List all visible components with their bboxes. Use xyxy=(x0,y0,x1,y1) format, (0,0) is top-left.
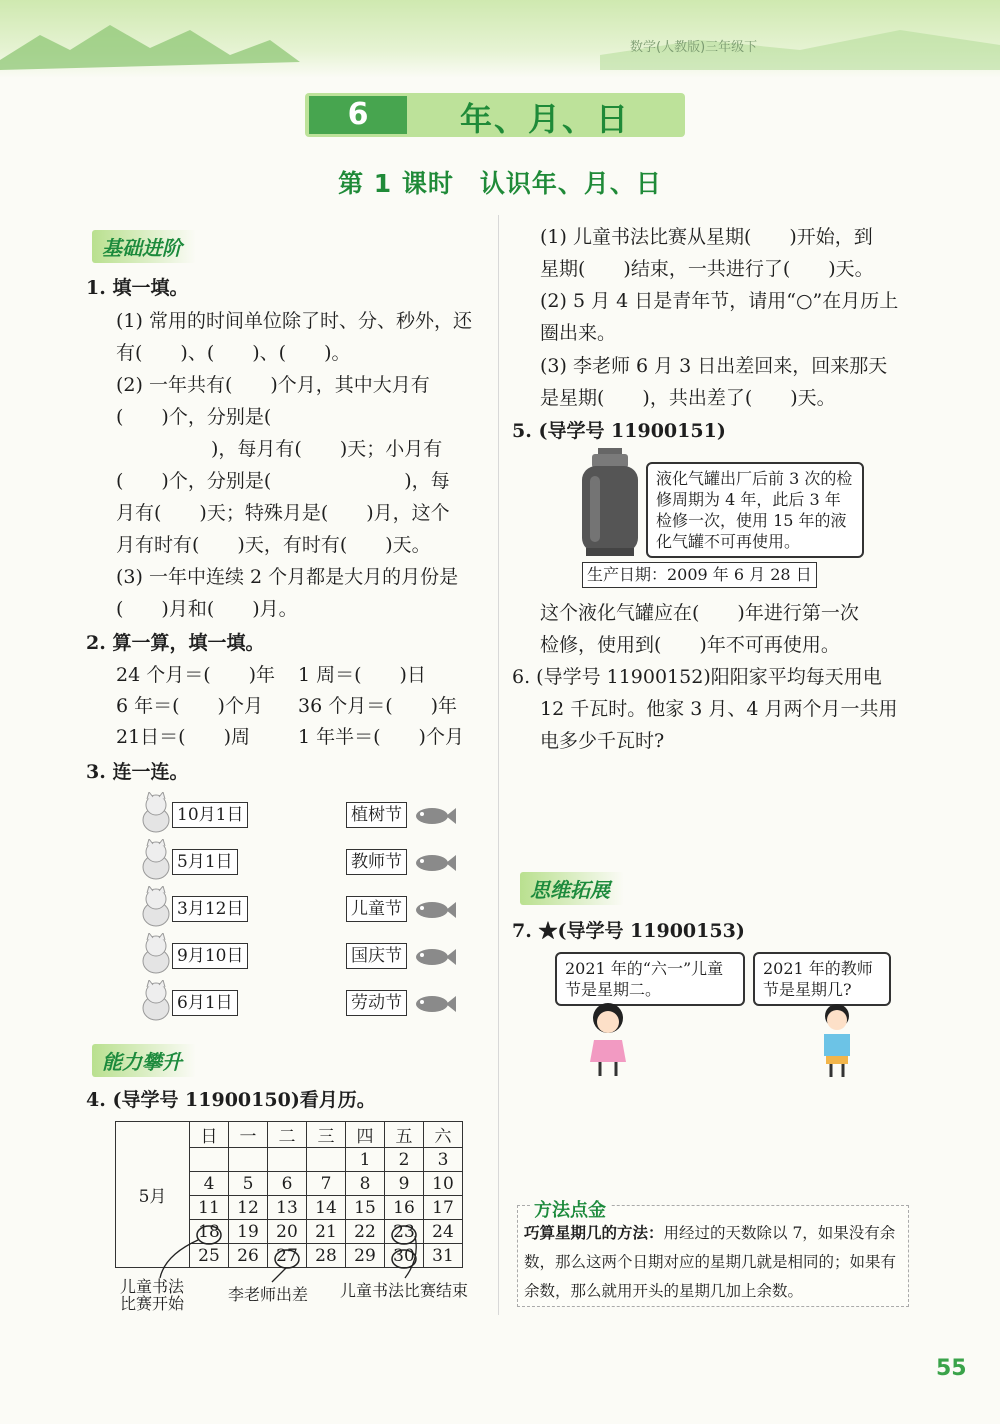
calendar-day xyxy=(190,1148,229,1172)
q3-holiday-box[interactable]: 教师节 xyxy=(346,849,407,875)
calendar-day: 15 xyxy=(346,1196,385,1220)
calendar-day: 11 xyxy=(190,1196,229,1220)
q1-line: (3) 一年中连续 2 个月都是大月的月份是 xyxy=(116,566,459,588)
gas-tank-icon xyxy=(580,448,640,558)
column-divider xyxy=(498,215,499,1315)
fish-icon xyxy=(412,804,456,828)
calendar-day: 26 xyxy=(229,1244,268,1268)
q1-line: 月有( )天；特殊月是( )月，这个 xyxy=(116,502,450,524)
boy-speech-bubble: 2021 年的教师节是星期几? xyxy=(753,952,891,1006)
calendar-day-circled: 23 xyxy=(385,1220,424,1244)
mountain-decoration xyxy=(0,0,1000,80)
calendar-day: 14 xyxy=(307,1196,346,1220)
q4-line: (3) 李老师 6 月 3 日出差回来，回来那天 xyxy=(540,355,888,377)
unit-title: 年、月、日 xyxy=(460,100,631,138)
q7-title: 7. ★(导学号 11900153) xyxy=(512,920,745,942)
q3-row xyxy=(138,839,174,885)
calendar-day xyxy=(307,1148,346,1172)
q2-cell: 24 个月＝( )年 xyxy=(116,664,276,686)
method-tip-label: 方法点金 xyxy=(530,1196,610,1222)
calendar-day: 28 xyxy=(307,1244,346,1268)
annotation-contest-end: 儿童书法比赛结束 xyxy=(340,1281,469,1300)
calendar-day xyxy=(268,1148,307,1172)
q6-line: 电多少千瓦时? xyxy=(540,730,665,752)
q6-line: 6. (导学号 11900152)阳阳家平均每天用电 xyxy=(512,666,882,688)
q4-title: 4. (导学号 11900150)看月历。 xyxy=(86,1089,376,1111)
q5-line: 这个液化气罐应在( )年进行第一次 xyxy=(540,602,859,624)
q1-line: 有( )、( )、( )。 xyxy=(116,342,351,364)
may-calendar xyxy=(115,1121,463,1268)
calendar-day: 3 xyxy=(424,1148,463,1172)
calendar-day: 2 xyxy=(385,1148,424,1172)
section-ability-label: 能力攀升 xyxy=(92,1044,196,1077)
fish-icon xyxy=(412,945,456,969)
calendar-day: 7 xyxy=(307,1172,346,1196)
cat-icon xyxy=(138,792,174,834)
calendar-day: 16 xyxy=(385,1196,424,1220)
fish-icon xyxy=(412,992,456,1016)
boy-figure-icon xyxy=(812,1000,862,1080)
cat-icon xyxy=(138,839,174,881)
q1-line: ( )月和( )月。 xyxy=(116,598,298,620)
calendar-day: 31 xyxy=(424,1244,463,1268)
q3-date-box[interactable]: 3月12日 xyxy=(172,896,248,922)
calendar-month-label: 5月 xyxy=(116,1122,190,1268)
cat-icon xyxy=(138,933,174,975)
q1-title: 1. 填一填。 xyxy=(86,277,189,299)
annotation-teacher-trip: 李老师出差 xyxy=(228,1285,309,1304)
q1-line: 月有时有( )天，有时有( )天。 xyxy=(116,534,431,556)
method-tip-body: 用经过的天数除以 7，如果没有余数，那么这两个日期对应的星期几就是相同的；如果有余数，那么就用开头的星期几加上余数。 xyxy=(524,1224,897,1300)
q2-cell: 36 个月＝( )年 xyxy=(298,695,458,717)
q2-cell: 1 年半＝( )个月 xyxy=(298,726,464,748)
calendar-day: 29 xyxy=(346,1244,385,1268)
calendar-day: 21 xyxy=(307,1220,346,1244)
fish-icon xyxy=(412,898,456,922)
q1-line: (1) 常用的时间单位除了时、分、秒外，还 xyxy=(116,310,472,332)
calendar-day: 6 xyxy=(268,1172,307,1196)
weekday-header: 一 xyxy=(229,1122,268,1148)
weekday-header: 日 xyxy=(190,1122,229,1148)
calendar-day-circled: 27 xyxy=(268,1244,307,1268)
q2-cell: 1 周＝( )日 xyxy=(298,664,426,686)
calendar-day: 5 xyxy=(229,1172,268,1196)
calendar-day-circled: 18 xyxy=(190,1220,229,1244)
q3-row xyxy=(138,792,174,838)
unit-number: 6 xyxy=(309,96,407,134)
cat-icon xyxy=(138,980,174,1022)
calendar-day: 20 xyxy=(268,1220,307,1244)
weekday-header: 六 xyxy=(424,1122,463,1148)
q3-row xyxy=(138,980,174,1026)
calendar-day: 12 xyxy=(229,1196,268,1220)
page-number: 55 xyxy=(936,1356,967,1381)
calendar-day[interactable]: 4 xyxy=(190,1172,229,1196)
calendar-day: 10 xyxy=(424,1172,463,1196)
q3-holiday-box[interactable]: 国庆节 xyxy=(346,943,407,969)
q2-cell: 6 年＝( )个月 xyxy=(116,695,263,717)
q3-holiday-box[interactable]: 植树节 xyxy=(346,802,407,828)
q6-line: 12 千瓦时。他家 3 月、4 月两个月一共用 xyxy=(540,698,898,720)
q3-holiday-box[interactable]: 劳动节 xyxy=(346,990,407,1016)
q3-date-box[interactable]: 10月1日 xyxy=(172,802,248,828)
q3-row xyxy=(138,886,174,932)
q2-title: 2. 算一算，填一填。 xyxy=(86,632,265,654)
calendar-day: 8 xyxy=(346,1172,385,1196)
q1-line: ( )个，分别是( )，每 xyxy=(116,470,450,492)
q5-line: 检修，使用到( )年不可再使用。 xyxy=(540,634,840,656)
weekday-header: 四 xyxy=(346,1122,385,1148)
q4-line: 星期( )结束，一共进行了( )天。 xyxy=(540,258,874,280)
calendar-day: 24 xyxy=(424,1220,463,1244)
weekday-header: 五 xyxy=(385,1122,424,1148)
q4-line: (2) 5 月 4 日是青年节，请用“○”在月历上 xyxy=(540,290,899,312)
q4-line: (1) 儿童书法比赛从星期( )开始，到 xyxy=(540,226,873,248)
q3-row xyxy=(138,933,174,979)
calendar-day: 25 xyxy=(190,1244,229,1268)
q3-title: 3. 连一连。 xyxy=(86,761,189,783)
calendar-day: 22 xyxy=(346,1220,385,1244)
weekday-header: 三 xyxy=(307,1122,346,1148)
calendar-day: 13 xyxy=(268,1196,307,1220)
girl-figure-icon xyxy=(578,1000,638,1080)
lesson-title: 第 1 课时 认识年、月、日 xyxy=(338,169,662,198)
calendar-day: 19 xyxy=(229,1220,268,1244)
header-text: 数学(人教版)三年级下 xyxy=(630,40,758,55)
q3-date-box[interactable]: 6月1日 xyxy=(172,990,238,1016)
cat-icon xyxy=(138,886,174,928)
fish-icon xyxy=(412,851,456,875)
section-basic-label: 基础进阶 xyxy=(92,230,196,263)
q1-line: (2) 一年共有( )个月，其中大月有 xyxy=(116,374,430,396)
section-thinking-label: 思维拓展 xyxy=(520,872,624,905)
q5-title: 5. (导学号 11900151) xyxy=(512,420,726,442)
weekday-header: 二 xyxy=(268,1122,307,1148)
method-tip-text xyxy=(524,1218,904,1306)
q4-line: 圈出来。 xyxy=(540,322,617,344)
q1-line: ( )个，分别是( xyxy=(116,406,272,428)
annotation-contest-start: 儿童书法 比赛开始 xyxy=(120,1277,185,1313)
q2-cell: 21日＝( )周 xyxy=(116,726,251,748)
q3-date-box[interactable]: 5月1日 xyxy=(172,849,238,875)
q3-date-box[interactable]: 9月10日 xyxy=(172,943,248,969)
calendar-day xyxy=(229,1148,268,1172)
q3-holiday-box[interactable]: 儿童节 xyxy=(346,896,407,922)
method-tip-heading: 巧算星期几的方法： xyxy=(524,1223,664,1242)
q1-line: )，每月有( )天；小月有 xyxy=(116,438,443,460)
calendar-day: 17 xyxy=(424,1196,463,1220)
calendar-day-circled: 30 xyxy=(385,1244,424,1268)
q5-info-bubble: 液化气罐出厂后前 3 次的检修周期为 4 年，此后 3 年检修一次，使用 15 年的液化气罐不可再使用。 xyxy=(646,462,864,558)
girl-speech-bubble: 2021 年的“六一”儿童节是星期二。 xyxy=(555,952,745,1006)
calendar-day: 1 xyxy=(346,1148,385,1172)
calendar-day: 9 xyxy=(385,1172,424,1196)
production-date-label: 生产日期：2009 年 6 月 28 日 xyxy=(582,562,817,588)
q4-line: 是星期( )，共出差了( )天。 xyxy=(540,387,836,409)
